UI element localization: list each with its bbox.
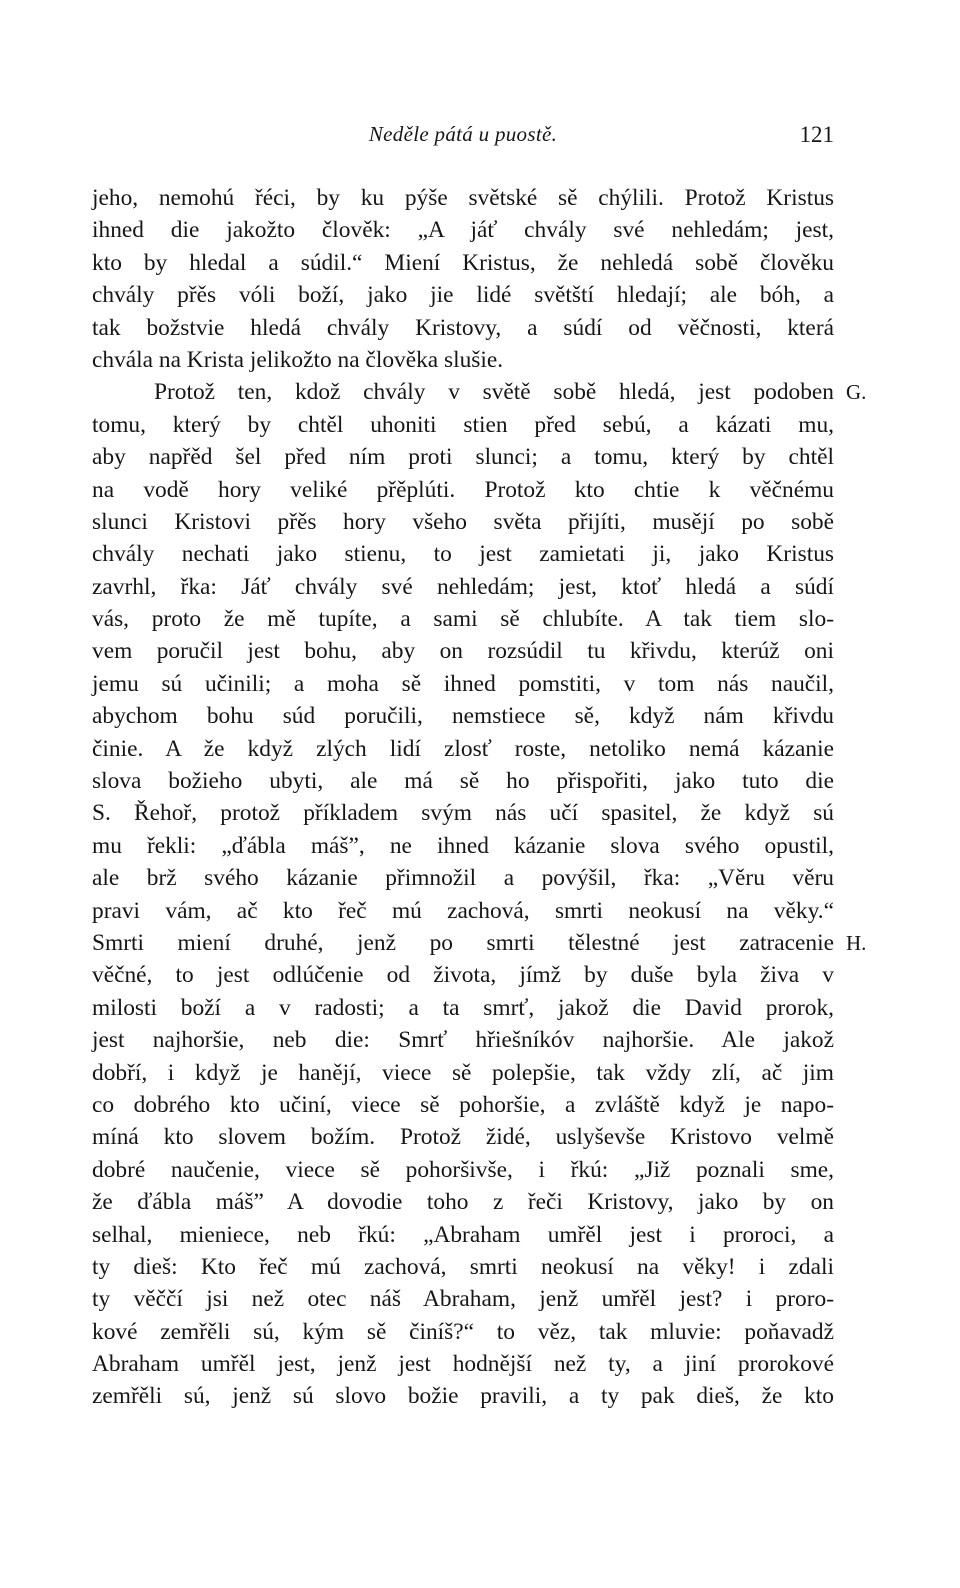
text-line: zavrhl, řka: Jáť chvály své nehledám; jest, ktoť hledá a súdí	[92, 573, 834, 600]
margin-note-h: H.	[846, 931, 867, 956]
text-line: jeho, nemohú řéci, by ku pýše světské sě chýlili. Protož Kristus	[92, 185, 834, 211]
text-line: tak božstvie hledá chvály Kristovy, a súdí od věčnosti, která	[92, 314, 834, 341]
text-line: chvála na Krista jelikožto na člověka slušie.	[92, 346, 504, 373]
text-line: dobré naučenie, viece sě pohoršivše, i řkú: „Již poznali sme,	[92, 1156, 834, 1183]
running-head	[92, 122, 834, 152]
text-line: Abraham umřěl jest, jenž jest hodnější než ty, a jiní prorokové	[92, 1351, 834, 1378]
text-line: slunci Kristovi přěs hory všeho světa přijíti, musějí po sobě	[92, 508, 834, 535]
text-line: že ďábla mášˮ A dovodie toho z řeči Kristovy, jako by on	[92, 1189, 834, 1216]
text-line: aby napřěd šel před ním proti slunci; a tomu, který by chtěl	[92, 444, 834, 471]
text-line: chvály nechati jako stienu, to jest zamietati ji, jako Kristus	[92, 541, 834, 568]
text-line: Protož ten, kdož chvály v světě sobě hledá, jest podoben	[154, 379, 834, 406]
running-title: Neděle pátá u puostě.	[368, 122, 558, 146]
text-line: ty dieš: Kto řeč mú zachová, smrti neokusí na věky! i zdali	[92, 1253, 834, 1280]
text-line: slova božieho ubyti, ale má sě ho přispořiti, jako tuto die	[92, 768, 834, 795]
text-line: ty věččí jsi než otec náš Abraham, jenž umřěl jest? i proro-	[92, 1286, 834, 1313]
text-line: kto by hledal a súdil.“ Miení Kristus, že nehledá sobě člověku	[92, 249, 834, 276]
text-line: Smrti miení druhé, jenž po smrti tělestné jest zatracenie	[92, 929, 834, 956]
text-line: vás, proto že mě tupíte, a sami sě chlubíte. A tak tiem slo-	[92, 606, 834, 633]
text-line: vem poručil jest bohu, aby on rozsúdil tu křivdu, kterúž oni	[92, 638, 834, 665]
text-line: chvály přěs vóli boží, jako jie lidé světští hledají; ale bóh, a	[92, 282, 834, 309]
text-line: tomu, který by chtěl uhoniti stien před sebú, a kázati mu,	[92, 411, 834, 438]
text-line: zemřěli sú, jenž sú slovo božie pravili, a ty pak dieš, že kto	[92, 1383, 834, 1410]
page-number: 121	[799, 122, 834, 147]
text-line: věčné, to jest odlúčenie od života, jímž by duše byla živa v	[92, 962, 834, 989]
text-line: selhal, mieniece, neb řkú: „Abraham umřěl jest i proroci, a	[92, 1221, 834, 1248]
text-line: na vodě hory veliké přěplúti. Protož kto chtie k věčnému	[92, 476, 834, 503]
text-line: míná kto slovem božím. Protož židé, uslyševše Kristovo velmě	[92, 1124, 834, 1151]
text-line: milosti boží a v radosti; a ta smrť, jakož die David prorok,	[92, 994, 834, 1021]
text-line: činie. A že když zlých lidí zlosť roste, netoliko nemá kázanie	[92, 735, 834, 762]
margin-note-g: G.	[846, 380, 867, 405]
text-line: jemu sú učinili; a moha sě ihned pomstiti, v tom nás naučil,	[92, 670, 834, 697]
text-line: S. Řehoř, protož příkladem svým nás učí spasitel, že když sú	[92, 800, 834, 827]
text-line: ihned die jakožto člověk: „A jáť chvály své nehledám; jest,	[92, 217, 834, 244]
text-line: abychom bohu súd poručili, nemstiece sě, když nám křivdu	[92, 703, 834, 730]
text-line: co dobrého kto učiní, viece sě pohoršie, a zvláště když je napo-	[92, 1091, 834, 1118]
text-line: jest najhoršie, neb die: Smrť hřiešníkóv najhoršie. Ale jakož	[92, 1027, 834, 1054]
text-line: dobří, i když je hanějí, viece sě polepšie, tak vždy zlí, ač jim	[92, 1059, 834, 1086]
body-text	[92, 182, 834, 1413]
text-line: pravi vám, ač kto řeč mú zachová, smrti neokusí na věky.“	[92, 897, 834, 924]
text-line: mu řekli: „ďábla mášˮ, ne ihned kázanie slova svého opustil,	[92, 832, 834, 859]
text-line: ale brž svého kázanie přimnožil a povýšil, řka: „Věru věru	[92, 865, 834, 892]
text-line: kové zemřěli sú, kým sě činíš?“ to věz, tak mluvie: poňavadž	[92, 1318, 834, 1345]
